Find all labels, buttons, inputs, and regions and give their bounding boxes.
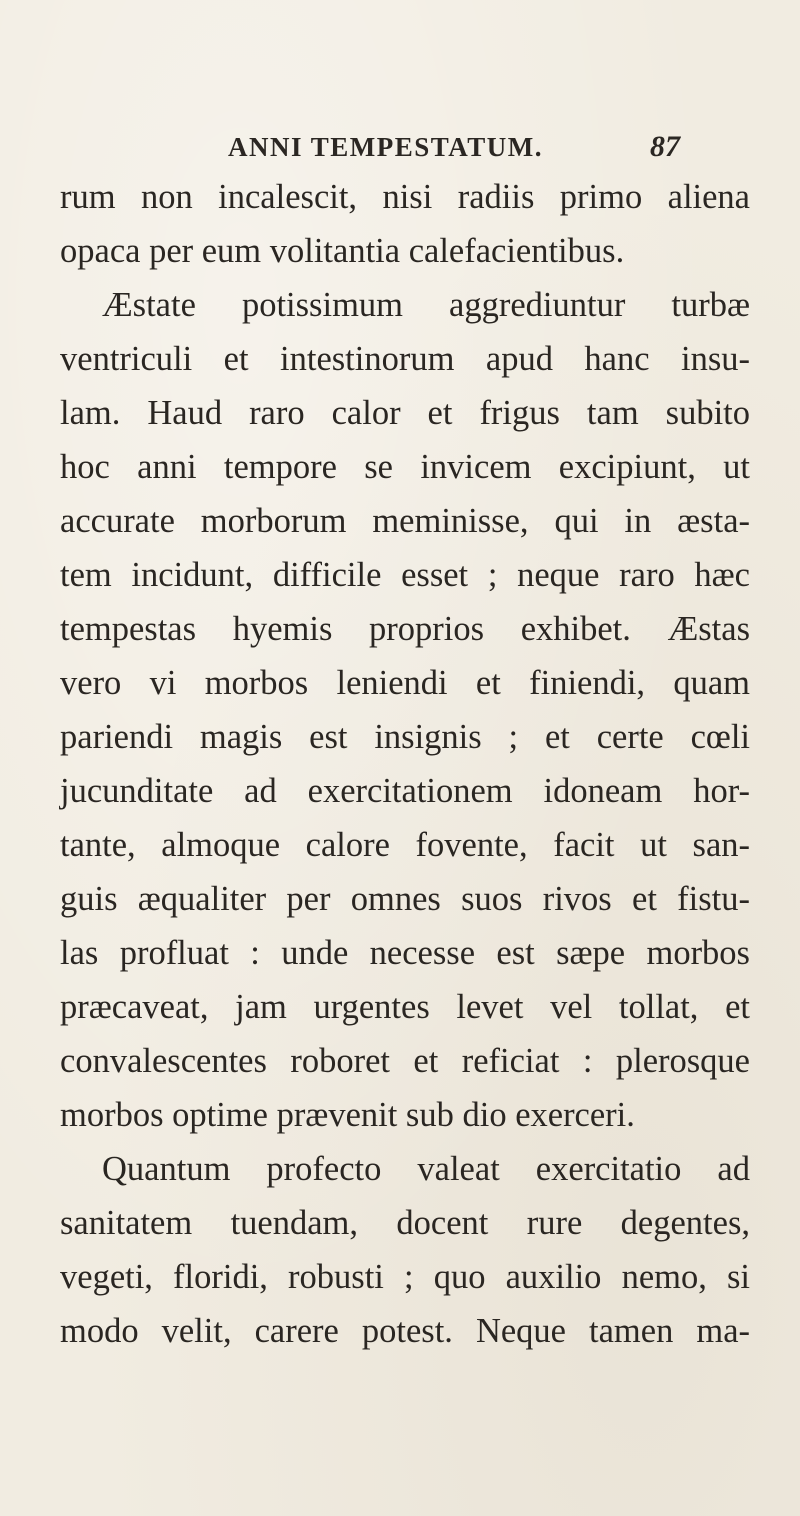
text-line: Quantum profecto valeat exercitatio ad <box>102 1150 750 1188</box>
text-line: hoc anni tempore se invicem excipiunt, ut <box>60 448 750 486</box>
text-line: guis æqualiter per omnes suos rivos et fistu- <box>60 880 750 918</box>
text-line: tem incidunt, difficile esset ; neque raro hæc <box>60 556 750 594</box>
text-line: convalescentes roboret et reficiat : plerosque <box>60 1042 750 1080</box>
text-line: lam. Haud raro calor et frigus tam subito <box>60 394 750 432</box>
text-line: accurate morborum meminisse, qui in æsta- <box>60 502 750 540</box>
page-number: 87 <box>650 130 680 163</box>
text-line: tante, almoque calore fovente, facit ut san- <box>60 826 750 864</box>
text-line: vero vi morbos leniendi et finiendi, quam <box>60 664 750 702</box>
text-line: opaca per eum volitantia calefacientibus. <box>60 232 625 270</box>
page-header <box>0 132 800 172</box>
text-line: jucunditate ad exercitationem idoneam hor- <box>60 772 750 810</box>
text-line: rum non incalescit, nisi radiis primo aliena <box>60 178 750 216</box>
text-line: sanitatem tuendam, docent rure degentes, <box>60 1204 750 1242</box>
text-line: ventriculi et intestinorum apud hanc insu- <box>60 340 750 378</box>
text-line: morbos optime prævenit sub dio exerceri. <box>60 1096 635 1134</box>
text-line: præcaveat, jam urgentes levet vel tollat, et <box>60 988 750 1026</box>
text-line: Æstate potissimum aggrediuntur turbæ <box>102 286 750 324</box>
text-line: modo velit, carere potest. Neque tamen ma- <box>60 1312 750 1350</box>
text-line: pariendi magis est insignis ; et certe cœli <box>60 718 750 756</box>
running-title: ANNI TEMPESTATUM. <box>228 132 544 162</box>
text-line: las profluat : unde necesse est sæpe morbos <box>60 934 750 972</box>
text-line: tempestas hyemis proprios exhibet. Æstas <box>60 610 750 648</box>
text-line: vegeti, floridi, robusti ; quo auxilio nemo, si <box>60 1258 750 1296</box>
